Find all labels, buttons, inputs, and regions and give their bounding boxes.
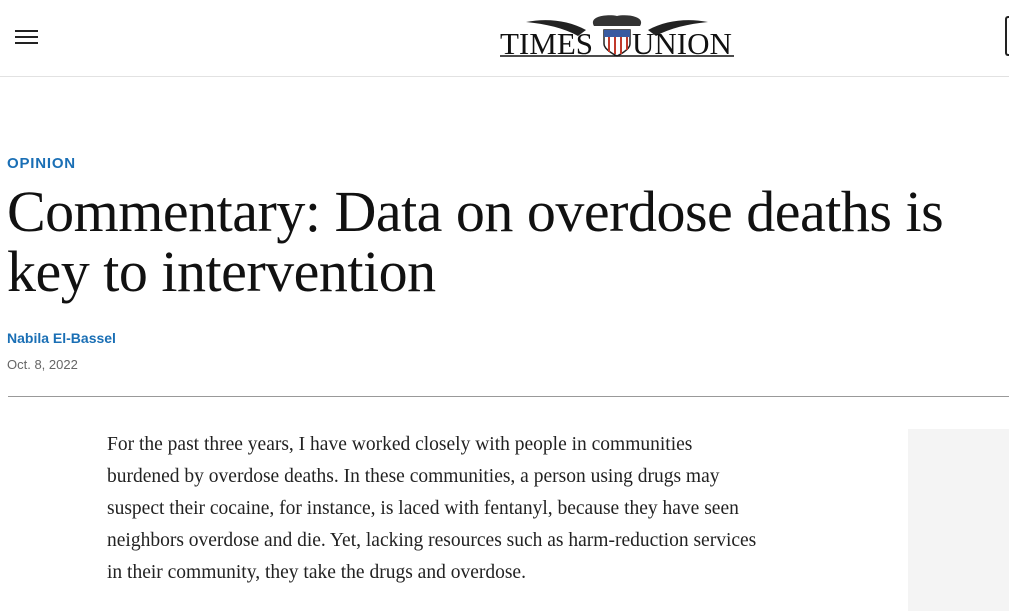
author-link[interactable]: Nabila El-Bassel bbox=[7, 330, 116, 346]
hamburger-menu-icon[interactable] bbox=[15, 28, 39, 46]
ad-slot bbox=[908, 429, 1009, 611]
article-paragraph: For the past three years, I have worked closely with people in communities burdened by overdose deaths. In these communities, a person using drugs may suspect their cocaine, for instance, is laced with fentanyl, because they have seen neighbors overdose and die. Yet, lacking resources such as harm-reduction services in their community, they take the drugs and overdose. bbox=[107, 434, 757, 583]
logo-word-union: UNION bbox=[632, 26, 732, 60]
section-label[interactable]: OPINION bbox=[7, 155, 76, 172]
shield-top bbox=[604, 30, 630, 37]
publish-date: Oct. 8, 2022 bbox=[7, 357, 78, 372]
site-header bbox=[0, 0, 1009, 77]
logo-word-times: TIMES bbox=[500, 26, 593, 60]
divider bbox=[8, 396, 1009, 397]
search-button-edge[interactable] bbox=[1005, 16, 1009, 56]
article-headline: Commentary: Data on overdose deaths is key to intervention bbox=[7, 179, 944, 304]
times-union-logo[interactable] bbox=[498, 14, 736, 60]
eagle-head bbox=[593, 15, 641, 26]
